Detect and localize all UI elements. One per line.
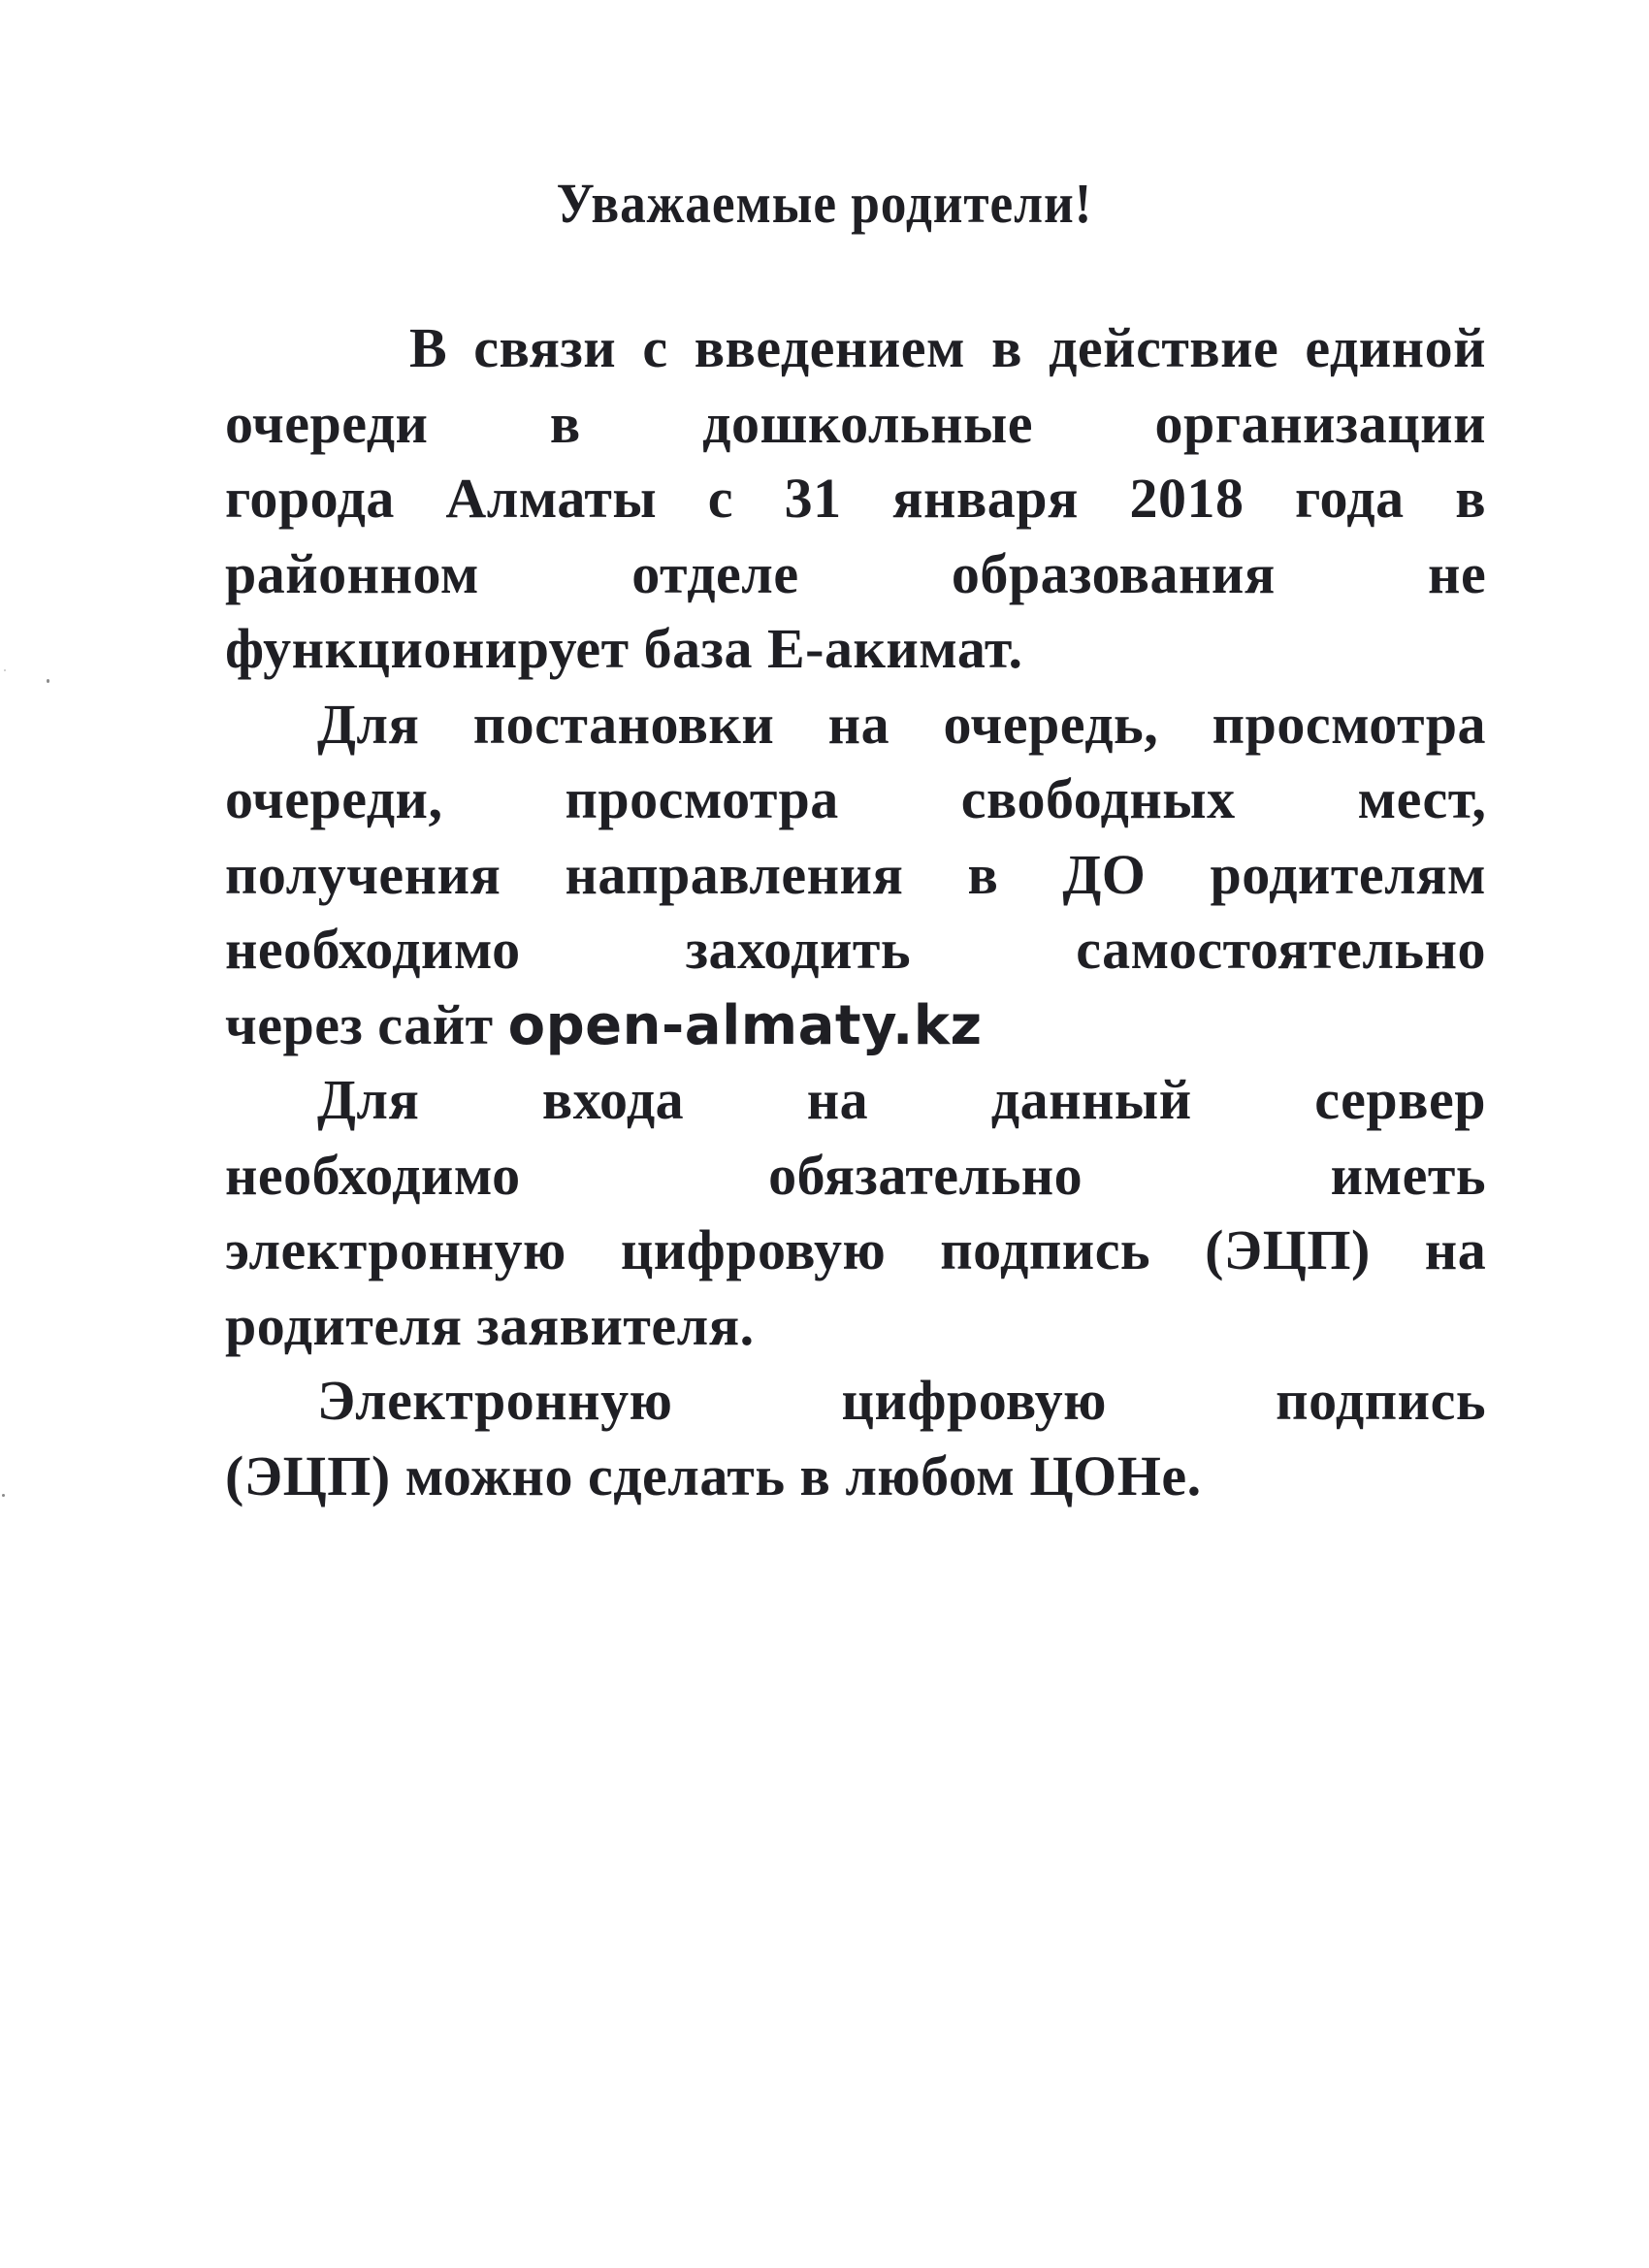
- text-line: В связи с введением в действие единой: [409, 316, 1486, 379]
- text-line: (ЭЦП) можно сделать в любом ЦОНе.: [225, 1443, 1202, 1507]
- scan-speck: [2, 1494, 5, 1497]
- text-line: получения направления в ДО родителям: [225, 842, 1486, 906]
- text-line-with-url: [225, 988, 1486, 1063]
- text-line: функционирует база Е-акимат.: [225, 617, 1023, 680]
- scan-speck: [4, 669, 6, 671]
- website-url: open-almaty.kz: [507, 993, 983, 1057]
- text-line: необходимо обязательно иметь: [225, 1143, 1487, 1207]
- text-line: родителя заявителя.: [225, 1293, 755, 1357]
- text-line: электронную цифровую подпись (ЭЦП) на: [225, 1218, 1487, 1281]
- page-title: Уважаемые родители!: [556, 172, 1093, 235]
- paragraph-registration-instructions: [225, 687, 1486, 1063]
- scan-speck: [47, 679, 49, 683]
- text-line: Электронную цифровую подпись: [317, 1369, 1486, 1432]
- text-line: необходимо заходить самостоятельно: [225, 918, 1486, 981]
- text-line: Для постановки на очередь, просмотра: [317, 692, 1486, 756]
- text-line: очереди в дошкольные организации: [225, 391, 1486, 455]
- paragraph-signature-where: [225, 1363, 1486, 1513]
- paragraph-queue-notice: [225, 310, 1486, 687]
- text-line: города Алматы с 31 января 2018 года в: [225, 467, 1487, 530]
- document-body: [225, 310, 1486, 1513]
- paragraph-digital-signature-requirement: [225, 1062, 1486, 1363]
- text-fragment: через сайт: [225, 992, 508, 1056]
- text-line: Для входа на данный сервер: [317, 1068, 1486, 1131]
- text-line: районном отделе образования не: [225, 541, 1487, 605]
- text-line: очереди, просмотра свободных мест,: [225, 767, 1487, 830]
